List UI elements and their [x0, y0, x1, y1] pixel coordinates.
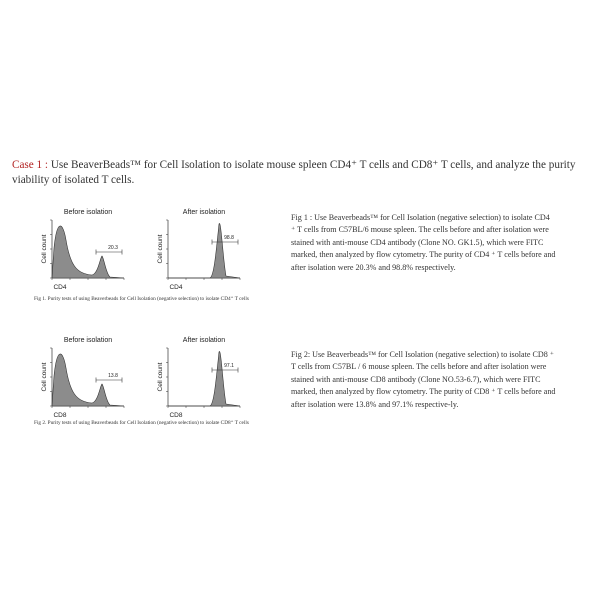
fig1-after-histogram-curve [168, 223, 240, 278]
fig2-after-histogram [150, 334, 240, 419]
fig1-after-histogram [150, 206, 240, 291]
fig2-description: Fig 2: Use Beaverbeads™ for Cell Isolation (negative selection) to isolate CD8 ⁺ T cells from C57BL / 6 mouse spleen. The cells before and after isolation were stained with anti-mouse CD8 antibody (Clone NO.53-6.7), which were FITC marked, then analyzed by flow cytometry. The purity of CD8 ⁺ T cells before and after isolation were 13.8% and 97.1% respective-ly. [291, 350, 556, 409]
fig1-after-title: After isolation [182, 209, 226, 216]
fig2-after-plot [150, 334, 240, 419]
fig2-after-gate-value: 97.1 [224, 363, 234, 369]
fig1-before-histogram [34, 206, 124, 291]
fig1-before-xlabel: CD4 [53, 284, 67, 291]
fig2-before-xlabel: CD8 [53, 412, 67, 419]
fig2-after-histogram-curve [168, 351, 240, 406]
fig2-after-title: After isolation [182, 337, 226, 344]
case-label: Case 1 : [12, 159, 49, 171]
fig2-caption: Fig 2. Purity tests of using Beaverbeads for Cell Isolation (negative selection) to isolate CD8⁺ T cells [34, 420, 249, 426]
fig2-before-histogram [34, 334, 124, 419]
fig1-before-plot [34, 206, 124, 291]
fig1-before-ylabel: Cell count [41, 234, 48, 264]
fig2-before-gate-value: 13.8 [108, 373, 118, 379]
fig2-before-title: Before isolation [63, 337, 113, 344]
fig2-before-plot [34, 334, 124, 419]
fig1-description: Fig 1 : Use Beaverbeads™ for Cell Isolation (negative selection) to isolate CD4 ⁺ T cells from C57BL/6 mouse spleen. The cells before and after isolation were stained with anti-mouse CD4 antibody (Clone NO. GK1.5), which were FITC marked, then analyzed by flow cytometry. The purity of CD4 ⁺ T cells before and after isolation were 20.3% and 98.8% respectively. [291, 213, 556, 272]
fig1-after-plot [150, 206, 240, 291]
fig1-after-gate-value: 98.8 [224, 235, 234, 241]
fig1-after-ylabel: Cell count [157, 234, 164, 264]
fig1-before-title: Before isolation [63, 209, 113, 216]
fig1-before-gate-value: 20.3 [108, 245, 118, 251]
case-heading-text: Use BeaverBeads™ for Cell Isolation to isolate mouse spleen CD4⁺ T cells and CD8⁺ T cells, and analyze the purity viability of isolated T cells. [12, 159, 576, 186]
fig1-after-xlabel: CD4 [169, 284, 183, 291]
fig2-before-ylabel: Cell count [41, 362, 48, 392]
fig2-after-xlabel: CD8 [169, 412, 183, 419]
fig2-after-ylabel: Cell count [157, 362, 164, 392]
fig1-caption: Fig 1. Purity tests of using Beaverbeads for Cell Isolation (negative selection) to isolate CD4⁺ T cells [34, 296, 249, 302]
case-heading [12, 158, 590, 188]
